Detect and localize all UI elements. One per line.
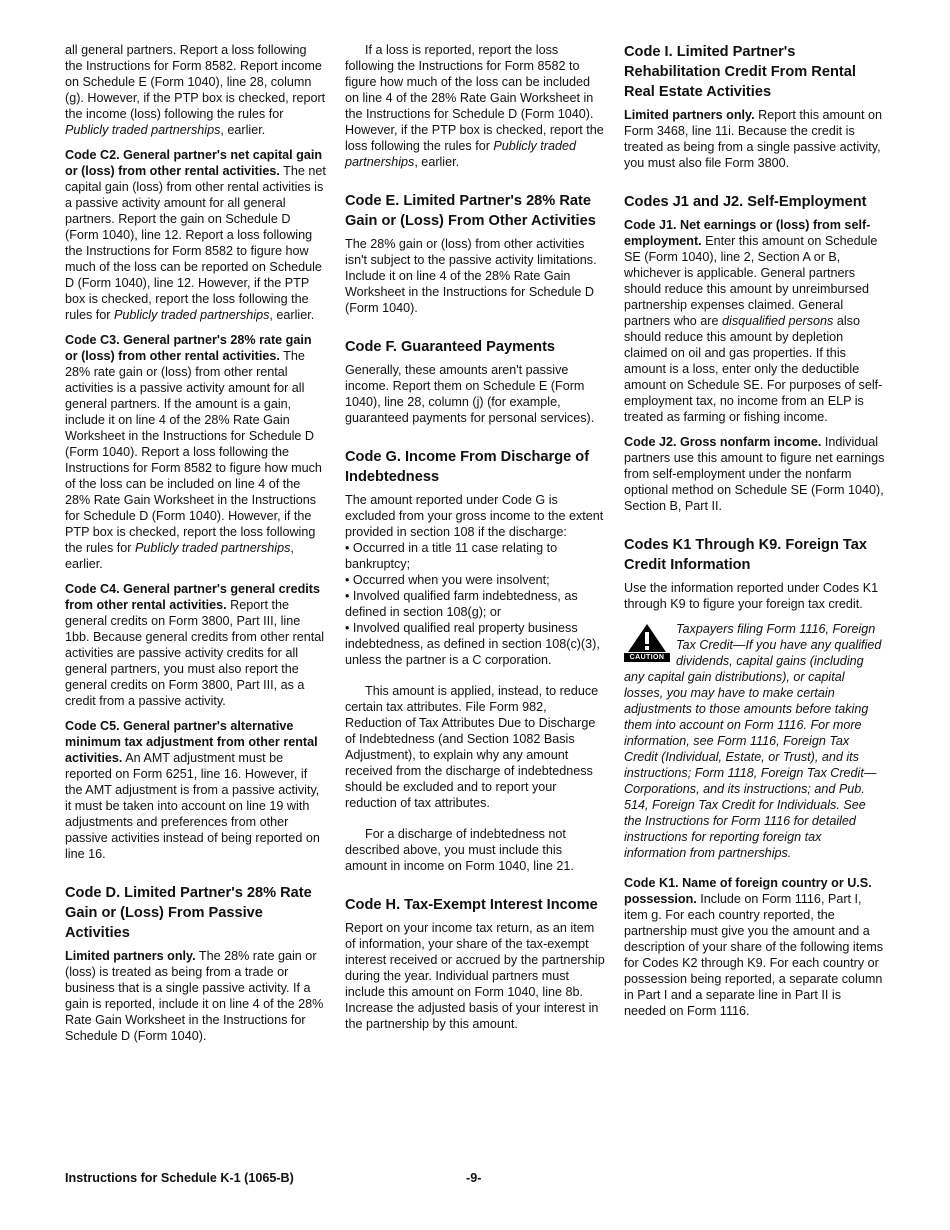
code-k1-paragraph: Code K1. Name of foreign country or U.S. possession. Include on Form 1116, Part I, item g. For each country reported, the partnership must give you the amount and a description of your share of the following items for Codes K2 through K9. For each country or possession being reported, a separate column in Part I and a separate line in Part II is needed on Form 1116. bbox=[624, 876, 884, 1018]
code-g-paragraph-3: For a discharge of indebtedness not described above, you must include this amount in income on Form 1040, line 21. bbox=[345, 827, 574, 873]
code-e-paragraph: The 28% gain or (loss) from other activities isn't subject to the passive activity limitations. Include it on line 4 of the 28% Rate Gain Worksheet in the Instructions for Schedule D (Form 1040). bbox=[345, 237, 597, 315]
code-c5-title: Code C5. General partner's alternative minimum tax adjustment from other rental activities. bbox=[65, 719, 318, 765]
code-j1-paragraph: Code J1. Net earnings or (loss) from self-employment. Enter this amount on Schedule SE (Form 1040), line 2, Section A or B, whichever is applicable. General partners should reduce this amount by unreimbursed partnership expenses claimed. General partners who are disqualified persons also should reduce this amount by depletion claimed on oil and gas properties. If this amount is a loss, enter only the deductible amount on Schedule SE. For purposes of self-employment tax, no income from an ELP is treated as farming or fishing income. bbox=[624, 218, 883, 424]
code-f-paragraph: Generally, these amounts aren't passive income. Report them on Schedule E (Form 1040), line 28, column (j) (for example, guaranteed payments for personal services). bbox=[345, 363, 595, 425]
paragraph-continued-loss: If a loss is reported, report the loss following the Instructions for Form 8582 to figure how much of the loss can be included on line 4 of the 28% Rate Gain Worksheet in the Instructions for Schedule D (Form 1040). However, if the PTP box is checked, report the loss following the rules for Publicly traded partnerships, earlier. bbox=[345, 43, 604, 169]
code-e-heading: Code E. Limited Partner's 28% Rate Gain or (Loss) From Other Activities bbox=[345, 193, 596, 229]
list-item: • Occurred when you were insolvent; bbox=[345, 573, 550, 587]
paragraph-continued: all general partners. Report a loss following the Instructions for Form 8582. Report income on Schedule E (Form 1040), line 28, column (g). However, if the PTP box is checked, report the income (loss) following the rules for Publicly traded partnerships, earlier. bbox=[65, 43, 326, 137]
code-d-paragraph: Limited partners only. The 28% rate gain or (loss) is treated as being from a trade or business that is a single passive activity. If a gain is reported, include it on line 4 of the 28% Rate Gain Worksheet in the Instructions for Schedule D (Form 1040). bbox=[65, 949, 324, 1043]
code-k1-title: Code K1. Name of foreign country or U.S. possession. bbox=[624, 876, 872, 906]
caution-label: CAUTION bbox=[624, 653, 670, 662]
code-j2-title: Code J2. Gross nonfarm income. bbox=[624, 435, 822, 449]
footer-title: Instructions for Schedule K-1 (1065-B) bbox=[65, 1171, 294, 1185]
code-g-heading: Code G. Income From Discharge of Indebtedness bbox=[345, 449, 590, 485]
list-item: • Occurred in a title 11 case relating to bankruptcy; bbox=[345, 541, 558, 571]
codes-k-heading: Codes K1 Through K9. Foreign Tax Credit Information bbox=[624, 537, 867, 573]
code-c3-paragraph: Code C3. General partner's 28% rate gain or (loss) from other rental activities. The 28% rate gain or (loss) from other rental activities is a passive activity amount for all general partners. If the amount is a gain, include it on line 4 of the 28% Rate Gain Worksheet in the Instructions for Schedule D (Form 1040). Report a loss following the Instructions for Form 8582 to figure how much of the loss can be included on line 4 of the 28% Rate Gain Worksheet in the Instructions for Schedule D (Form 1040). However, if the PTP box is checked, report the loss following the rules for Publicly traded partnerships, earlier. bbox=[65, 333, 322, 571]
code-g-paragraph-2: This amount is applied, instead, to reduce certain tax attributes. File Form 982, Reduction of Tax Attributes Due to Discharge of Indebtedness (and Section 1082 Basis Adjustment), to explain why any amount received from the discharge of indebtedness should be excluded and to report your reduction of tax attributes. bbox=[345, 684, 599, 810]
code-g-paragraph: The amount reported under Code G is excluded from your gross income to the extent provided in section 108 if the discharge: bbox=[345, 493, 604, 539]
page-number: -9- bbox=[466, 1171, 482, 1185]
code-c4-title: Code C4. General partner's general credits from other rental activities. bbox=[65, 582, 320, 612]
warning-triangle-icon bbox=[627, 623, 667, 653]
codes-j-heading: Codes J1 and J2. Self-Employment bbox=[624, 194, 867, 210]
code-c2-paragraph: Code C2. General partner's net capital gain or (loss) from other rental activities. The net capital gain (loss) from other rental activities is a passive activity amount for all general partners. Report the gain on Schedule D (Form 1040), line 12. Report a loss following the Instructions for Form 8582 to figure how much of the loss can be reported on Schedule D (Form 1040), line 12. However, if the PTP box is checked, report the loss following the rules for Publicly traded partnerships, earlier. bbox=[65, 148, 326, 322]
code-g-bullet-list bbox=[345, 540, 605, 668]
code-f-heading: Code F. Guaranteed Payments bbox=[345, 339, 556, 355]
code-d-heading: Code D. Limited Partner's 28% Rate Gain or (Loss) From Passive Activities bbox=[65, 885, 312, 941]
caution-text: Taxpayers filing Form 1116, Foreign Tax Credit—If you have any qualified dividends, capital gains (including any capital gain distributions), or capital losses, you may have to make certain adjustments to those amounts before taking them into account on Form 1116. For more information, see Form 1116, Foreign Tax Credit (Individual, Estate, or Trust), and its instructions; Form 1118, Foreign Tax Credit—Corporations, and its instructions; and Pub. 514, Foreign Tax Credit for Individuals. See the Instructions for Form 1116 for detailed instructions for reporting foreign tax information from partnerships. bbox=[624, 622, 882, 860]
code-j2-paragraph: Code J2. Gross nonfarm income. Individual partners use this amount to figure net earnings from self-employment under the nonfarm optional method on Schedule SE (Form 1040), Section B, Part II. bbox=[624, 435, 885, 513]
column-middle bbox=[345, 42, 605, 1041]
code-h-paragraph: Report on your income tax return, as an item of information, your share of the tax-exempt interest received or accrued by the partnership during the year. Individual partners must include this amount on Form 1040, line 8b. Increase the adjusted basis of your interest in the partnership by this amount. bbox=[345, 921, 605, 1031]
code-i-heading: Code I. Limited Partner's Rehabilitation Credit From Rental Real Estate Activities bbox=[624, 44, 856, 100]
caution-icon bbox=[624, 623, 670, 663]
code-c4-paragraph: Code C4. General partner's general credits from other rental activities. Report the general credits on Form 3800, Part III, line 1bb. Because general credits from other rental activities are passive activity credits for all general partners, you must also report the general credits on Form 3800, Part III, as a credit from a passive activity. bbox=[65, 582, 325, 708]
code-c2-title: Code C2. General partner's net capital gain or (loss) from other rental activities. bbox=[65, 148, 323, 178]
list-item: • Involved qualified farm indebtedness, as defined in section 108(g); or bbox=[345, 589, 578, 619]
caution-box bbox=[624, 621, 886, 861]
column-left bbox=[65, 42, 327, 1053]
code-c5-paragraph: Code C5. General partner's alternative minimum tax adjustment from other rental activities. An AMT adjustment must be reported on Form 6251, line 16. However, if the AMT adjustment is from a passive activity, it must be taken into account on line 19 with adjustments and preferences from other passive activities instead of being reported on line 16. bbox=[65, 719, 320, 861]
code-c3-title: Code C3. General partner's 28% rate gain or (loss) from other rental activities. bbox=[65, 333, 312, 363]
code-i-paragraph: Limited partners only. Report this amount on Form 3468, line 11i. Because the credit is treated as being from a single passive activity, you must also file Form 3800. bbox=[624, 108, 883, 170]
codes-k-paragraph: Use the information reported under Codes K1 through K9 to figure your foreign tax credit. bbox=[624, 581, 879, 611]
column-right bbox=[624, 42, 886, 1028]
list-item: • Involved qualified real property business indebtedness, as defined in section 108(c)(3), unless the partner is a C corporation. bbox=[345, 621, 600, 667]
code-h-heading: Code H. Tax-Exempt Interest Income bbox=[345, 897, 598, 913]
code-j1-title: Code J1. Net earnings or (loss) from self-employment. bbox=[624, 218, 871, 248]
